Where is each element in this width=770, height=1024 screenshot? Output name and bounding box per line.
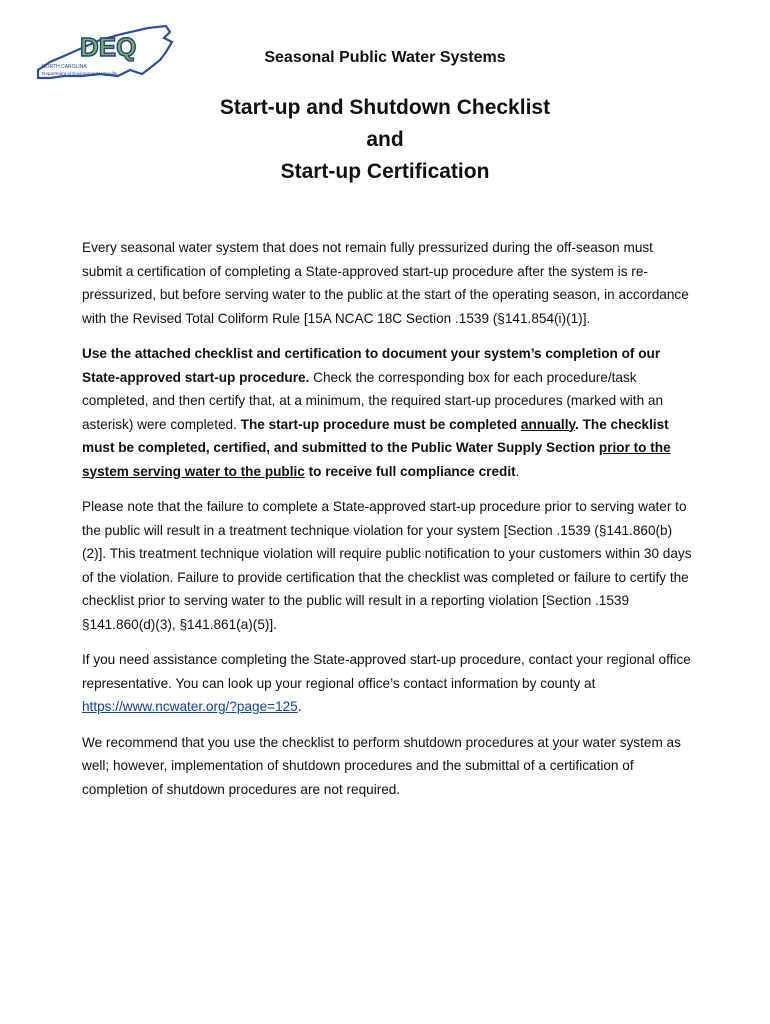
instructions-bold-3: . The checklist must be completed, certified, and submitted to the Public Water Supply Section [82, 416, 669, 455]
title-line-1: Start-up and Shutdown Checklist [219, 96, 551, 119]
violation-paragraph: Please note that the failure to complete a State-approved start-up procedure prior to serving water to the public will result in a treatment technique violation for your system [Section .1539 (§141.860(b)(2)]. This treatment technique violation will require public notification to your customers within 30 days of the violation. Failure to provide certification that the checklist was completed or failure to certify the checklist prior to serving water to the public will result in a reporting violation [Section .1539 §141.860(d)(3), §141.861(a)(5)]. [82, 499, 692, 632]
assistance-end: . [297, 699, 302, 714]
regional-office-link[interactable]: https://www.ncwater.org/?page=125 [82, 699, 298, 714]
instructions-end: . [515, 463, 520, 479]
title-line-3: Start-up Certification [280, 160, 490, 183]
shutdown-paragraph: We recommend that you use the checklist to perform shutdown procedures at your water system as well; however, implementation of shutdown procedures and the submittal of a certification of completion of shutdown procedures are not required. [82, 734, 681, 797]
instructions-prior-to-serving: prior to the system serving water to the public [82, 440, 671, 479]
body-content [82, 236, 694, 813]
title-line-2: and [366, 128, 404, 151]
instructions-bold-4: to receive full compliance credit [304, 463, 516, 479]
instructions-bold-2: The start-up procedure must be completed [240, 416, 521, 432]
intro-paragraph: Every seasonal water system that does not remain fully pressurized during the off-season must submit a certification of completing a State-approved start-up procedure after the system is re-pressurized, but before serving water to the public at the start of the operating season, in accordance with the Revised Total Coliform Rule [15A NCAC 18C Section .1539 (§141.854(i)(1)]. [82, 240, 689, 326]
header-title: Seasonal Public Water Systems [264, 49, 506, 66]
assistance-text: If you need assistance completing the State-approved start-up procedure, contact your regional office representative. You can look up your regional office’s contact information by county at [82, 652, 691, 691]
logo-text: DEQ [80, 32, 137, 62]
instructions-paragraph [82, 342, 694, 483]
instructions-bold-1: Use the attached checklist and certification to document your system’s completion of our State-approved start-up procedure. [82, 346, 661, 385]
logo-dept-line: Department of Environmental Quality [42, 71, 118, 76]
assistance-paragraph [82, 648, 694, 719]
logo-state-line: NORTH CAROLINA [42, 64, 87, 70]
page-title [0, 92, 770, 188]
instructions-text-1: Check the corresponding box for each procedure/task completed, and then certify that, at a minimum, the required start-up procedures (marked with an asterisk) were completed. [82, 369, 664, 432]
instructions-annually: annually [520, 416, 576, 432]
